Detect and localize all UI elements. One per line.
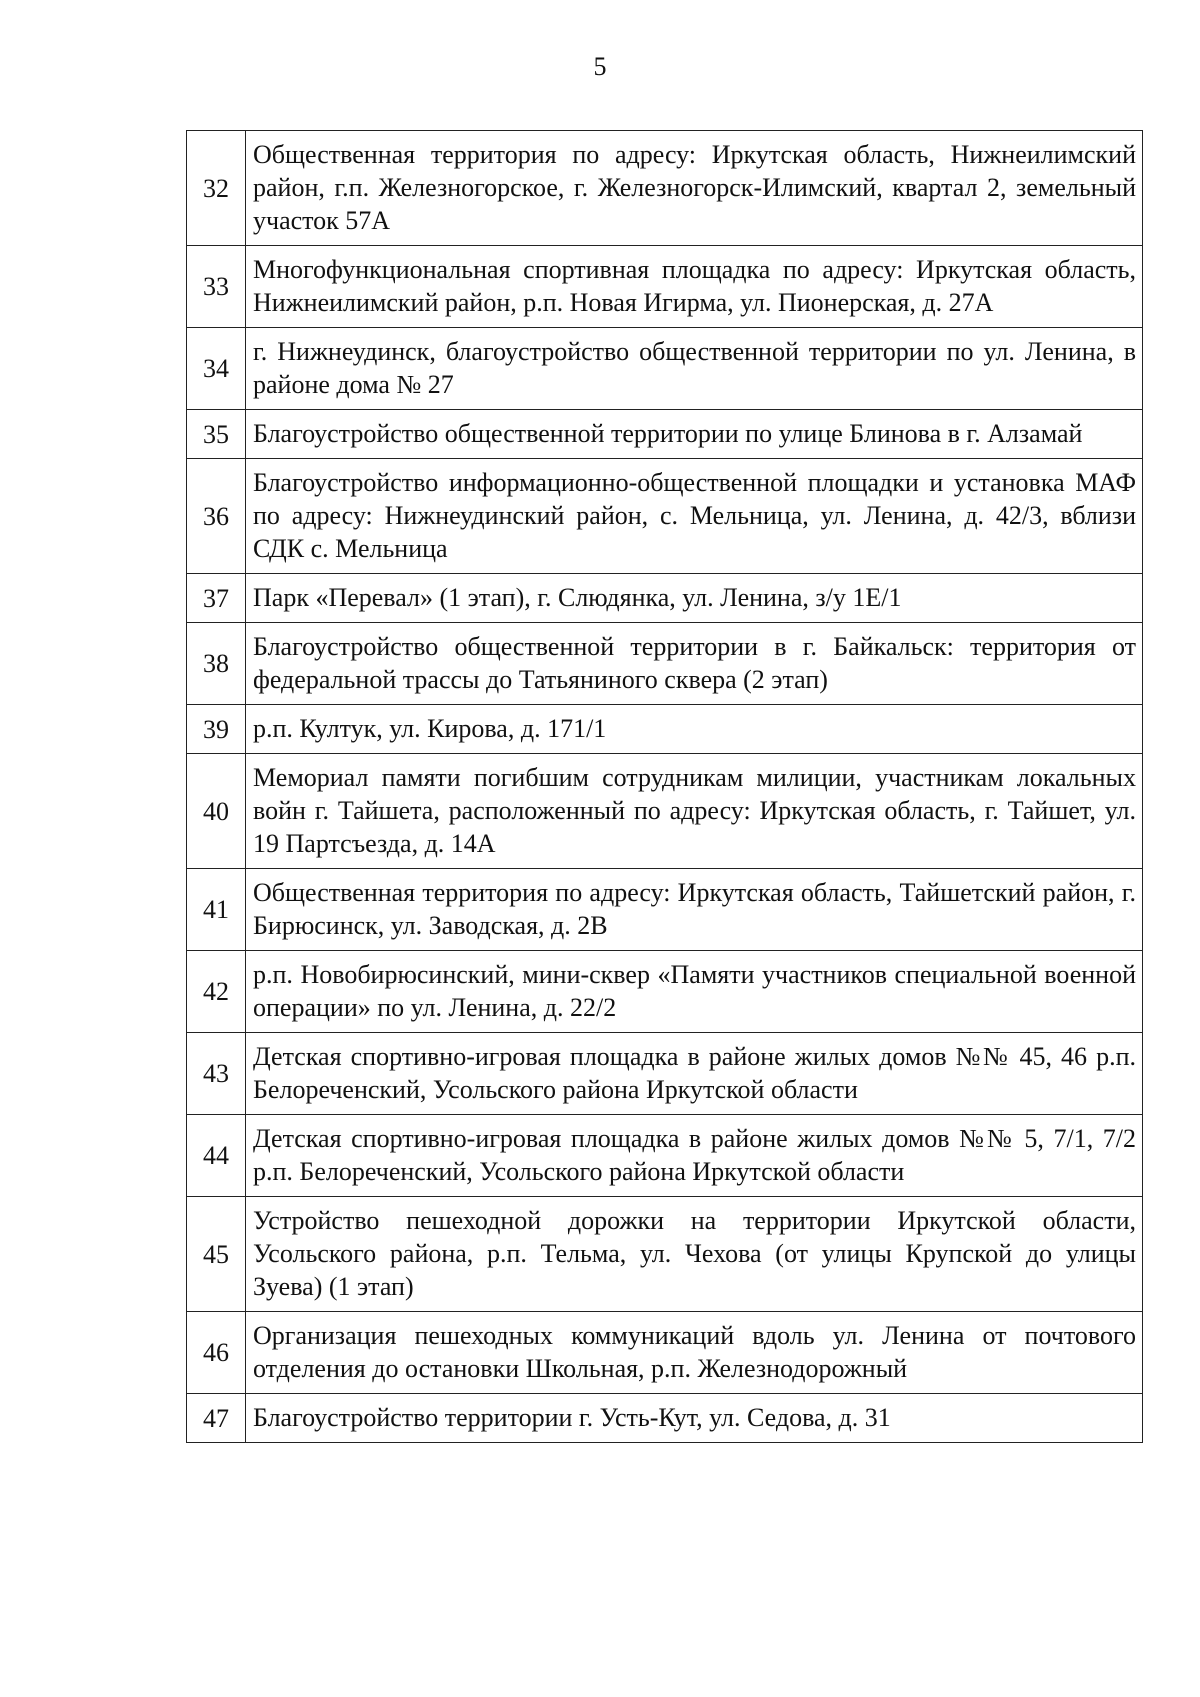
- table-row: [187, 410, 1143, 459]
- row-description: Благоустройство информационно-общественной площадки и установка МАФ по адресу: Нижнеудинский район, с. Мельница, ул. Ленина, д. 42/3, вблизи СДК с. Мельница: [246, 459, 1143, 574]
- row-description: р.п. Новобирюсинский, мини-сквер «Памяти участников специальной военной операции» по ул. Ленина, д. 22/2: [246, 951, 1143, 1033]
- row-number: 39: [187, 705, 246, 754]
- row-description: Общественная территория по адресу: Иркутская область, Нижнеилимский район, г.п. Железногорское, г. Железногорск-Илимский, квартал 2, земельный участок 57А: [246, 131, 1143, 246]
- row-number: 37: [187, 574, 246, 623]
- table-row: [187, 869, 1143, 951]
- row-description: Мемориал памяти погибшим сотрудникам милиции, участникам локальных войн г. Тайшета, расположенный по адресу: Иркутская область, г. Тайшет, ул. 19 Партсъезда, д. 14А: [246, 754, 1143, 869]
- table-row: [187, 574, 1143, 623]
- table-row: [187, 1197, 1143, 1312]
- row-number: 40: [187, 754, 246, 869]
- row-number: 32: [187, 131, 246, 246]
- page-number: 5: [593, 52, 607, 81]
- row-description: Детская спортивно-игровая площадка в районе жилых домов №№ 5, 7/1, 7/2 р.п. Белореченский, Усольского района Иркутской области: [246, 1115, 1143, 1197]
- table-row: [187, 1033, 1143, 1115]
- row-number: 38: [187, 623, 246, 705]
- row-description: Детская спортивно-игровая площадка в районе жилых домов №№ 45, 46 р.п. Белореченский, Усольского района Иркутской области: [246, 1033, 1143, 1115]
- table-row: [187, 1394, 1143, 1443]
- table-row: [187, 1312, 1143, 1394]
- row-description: Многофункциональная спортивная площадка по адресу: Иркутская область, Нижнеилимский район, р.п. Новая Игирма, ул. Пионерская, д. 27А: [246, 246, 1143, 328]
- row-description: Общественная территория по адресу: Иркутская область, Тайшетский район, г. Бирюсинск, ул. Заводская, д. 2В: [246, 869, 1143, 951]
- row-number: 46: [187, 1312, 246, 1394]
- table-row: [187, 623, 1143, 705]
- row-number: 35: [187, 410, 246, 459]
- table-row: [187, 131, 1143, 246]
- row-number: 43: [187, 1033, 246, 1115]
- table-row: [187, 754, 1143, 869]
- row-number: 42: [187, 951, 246, 1033]
- row-number: 34: [187, 328, 246, 410]
- table-row: [187, 705, 1143, 754]
- table-row: [187, 459, 1143, 574]
- row-description: Благоустройство территории г. Усть-Кут, ул. Седова, д. 31: [246, 1394, 1143, 1443]
- row-number: 33: [187, 246, 246, 328]
- row-description: Организация пешеходных коммуникаций вдоль ул. Ленина от почтового отделения до остановки Школьная, р.п. Железнодорожный: [246, 1312, 1143, 1394]
- row-number: 36: [187, 459, 246, 574]
- row-description: Устройство пешеходной дорожки на территории Иркутской области, Усольского района, р.п. Тельма, ул. Чехова (от улицы Крупской до улицы Зуева) (1 этап): [246, 1197, 1143, 1312]
- row-number: 41: [187, 869, 246, 951]
- row-description: г. Нижнеудинск, благоустройство общественной территории по ул. Ленина, в районе дома № 27: [246, 328, 1143, 410]
- row-number: 45: [187, 1197, 246, 1312]
- row-description: Благоустройство общественной территории в г. Байкальск: территория от федеральной трассы до Татьяниного сквера (2 этап): [246, 623, 1143, 705]
- row-description: р.п. Култук, ул. Кирова, д. 171/1: [246, 705, 1143, 754]
- table-row: [187, 951, 1143, 1033]
- row-description: Парк «Перевал» (1 этап), г. Слюдянка, ул. Ленина, з/у 1Е/1: [246, 574, 1143, 623]
- row-number: 44: [187, 1115, 246, 1197]
- row-description: Благоустройство общественной территории по улице Блинова в г. Алзамай: [246, 410, 1143, 459]
- table-row: [187, 328, 1143, 410]
- table-row: [187, 1115, 1143, 1197]
- table-row: [187, 246, 1143, 328]
- objects-table: [186, 130, 1143, 1443]
- row-number: 47: [187, 1394, 246, 1443]
